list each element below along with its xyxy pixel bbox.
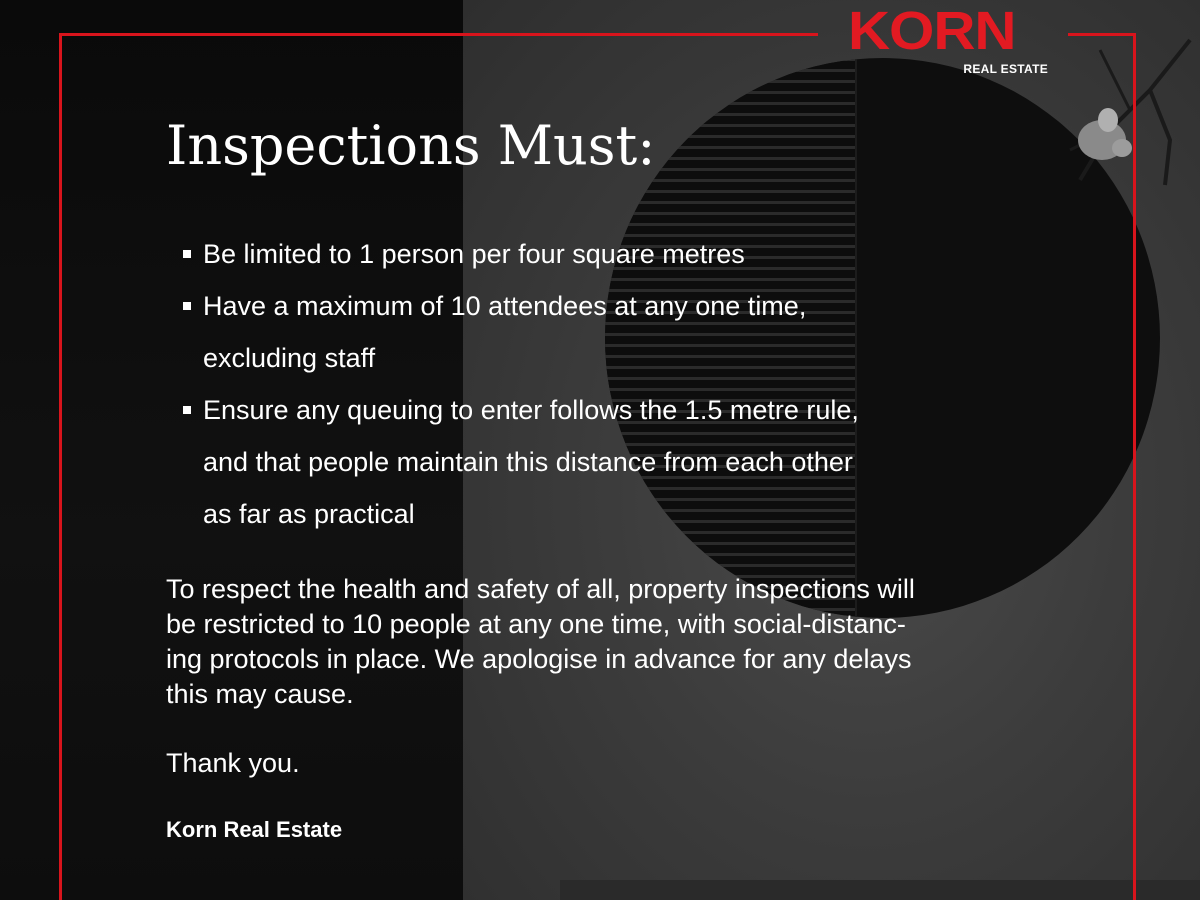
korn-logo — [848, 1, 1048, 76]
rule-text-line: as far as practical — [203, 499, 415, 529]
frame-border-right — [1133, 33, 1136, 900]
rule-text-line: Be limited to 1 person per four square metres — [203, 239, 745, 269]
notice-paragraph — [166, 572, 1076, 712]
rule-text-line: Ensure any queuing to enter follows the 1.5 metre rule, — [203, 395, 859, 425]
frame-border-top-right — [1068, 33, 1136, 36]
thank-you-text: Thank you. — [166, 748, 300, 778]
rule-item — [180, 228, 1040, 280]
bullet-square-icon — [183, 302, 191, 310]
rule-item — [180, 280, 1040, 384]
inspection-rules-list — [180, 228, 1040, 540]
page-title: Inspections Must: — [166, 114, 656, 177]
background-table-edge — [560, 880, 1200, 900]
background-branch-decoration — [1040, 20, 1200, 190]
notice-text-line: To respect the health and safety of all, property inspections will — [166, 574, 915, 604]
logo-subtitle: REAL ESTATE — [963, 62, 1048, 76]
frame-border-left — [59, 33, 62, 900]
rule-text-line: and that people maintain this distance from each other — [203, 447, 853, 477]
rule-item — [180, 384, 1040, 540]
logo-wordmark: KORN — [848, 1, 1016, 61]
signature: Korn Real Estate — [166, 817, 343, 842]
notice-text-line: be restricted to 10 people at any one time, with social-distanc- — [166, 609, 906, 639]
notice-text-line: ing protocols in place. We apologise in advance for any delays — [166, 644, 912, 674]
notice-text-line: this may cause. — [166, 679, 354, 709]
rule-text-line: excluding staff — [203, 343, 376, 373]
frame-border-top — [60, 33, 818, 36]
rule-text-line: Have a maximum of 10 attendees at any one time, — [203, 291, 807, 321]
bullet-square-icon — [183, 406, 191, 414]
bullet-square-icon — [183, 250, 191, 258]
